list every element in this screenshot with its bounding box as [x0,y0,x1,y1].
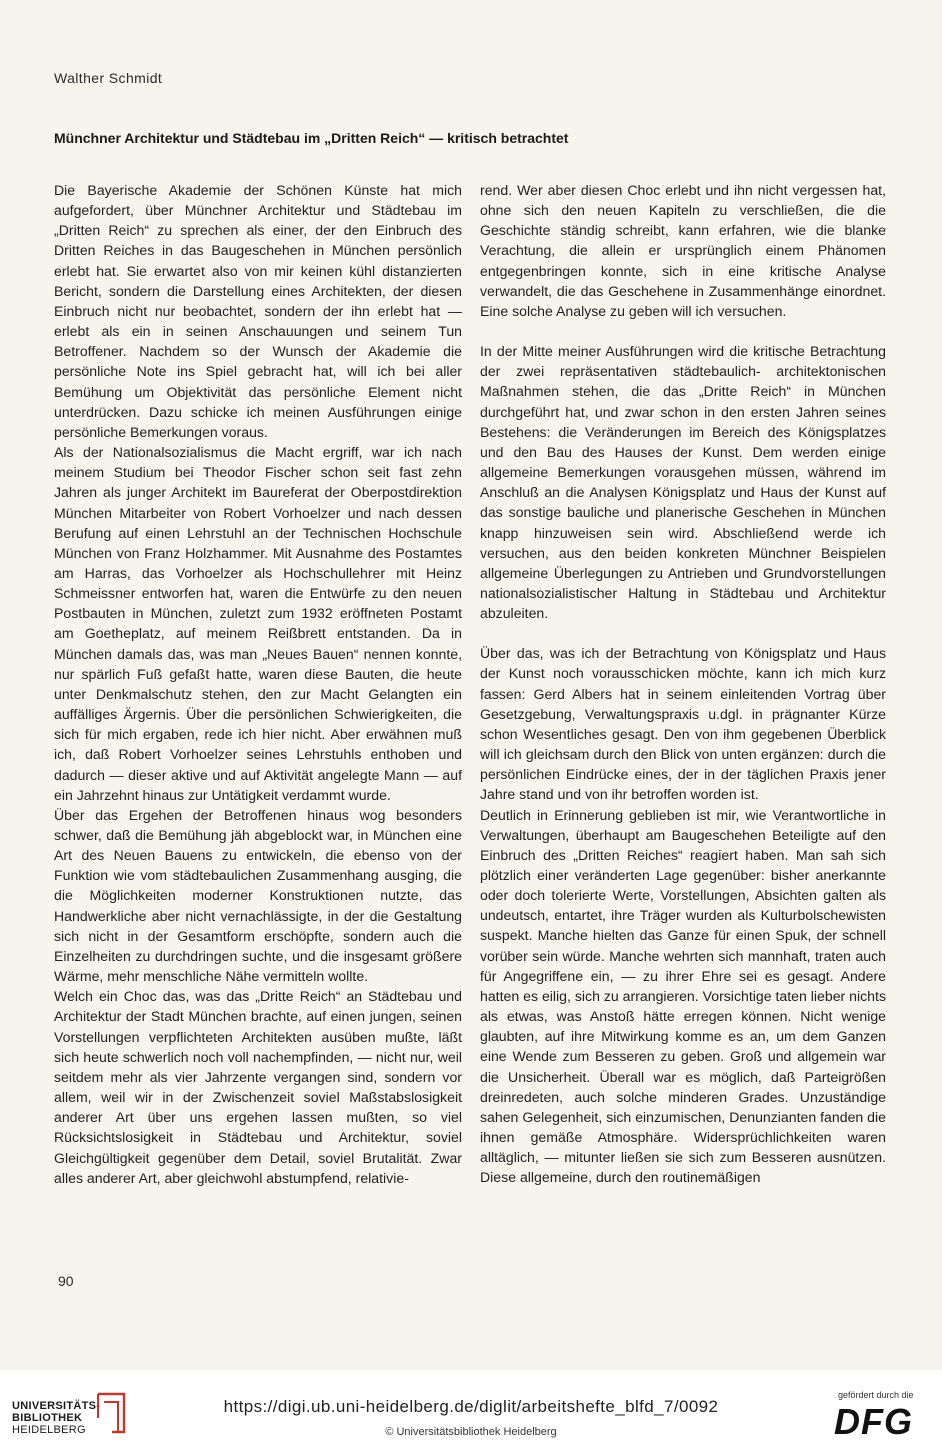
author-name: Walther Schmidt [54,70,163,86]
library-logo-line: HEIDELBERG [12,1424,86,1436]
paragraph: Über das, was ich der Betrachtung von Königsplatz und Haus der Kunst noch vorausschicken möchte, kann ich mich kurz fassen: Gerd Albers hat in seinem einleitenden Vortrag über Gesetzgebung, Verwaltungspraxis u.dgl. in prägnanter Kürze schon Wesentliches gesagt. Den von ihm gegebenen Überblick will ich gleichsam durch den Blick von unten ergänzen: durch die persönlichen Eindrücke eines, der in der täglichen Praxis jener Jahre stand und von ihr betroffen worden ist. [480,645,886,803]
permalink-url[interactable]: https://digi.ub.uni-heidelberg.de/diglit/arbeitshefte_blfd_7/0092 [223,1397,719,1416]
paragraph: Die Bayerische Akademie der Schönen Künste hat mich aufgefordert, über Münchner Architektur und Städtebau im „Dritten Reich“ zu sprechen als einer, der den Einbruch des Dritten Reiches in das Baugeschehen in München persönlich erlebt hat. Sie erwartet also von mir keinen kühl distanzierten Bericht, sondern die Darstellung eines Architekten, der diesen Einbruch nicht nur beobachtet, sondern der ihn erlebt hat — erlebt als ein in seinen Anschauungen und seinem Tun Betroffener. Nachdem so der Wunsch der Akademie die persönliche Note ins Spiel gebracht hat, will ich bei aller Bemühung um Objektivität das persönliche Element nicht unterdrücken. Dazu schicke ich meinen Ausführungen einige persönliche Bemerkungen voraus. [54,182,462,440]
article-title: Münchner Architektur und Städtebau im „Dritten Reich“ — kritisch betrachtet [54,130,569,146]
paragraph: Als der Nationalsozialismus die Macht ergriff, war ich nach meinem Studium bei Theodor Fischer schon seit fast zehn Jahren als junger Architekt im Baureferat der Oberpostdirektion München Mitarbeiter von Robert Vorhoelzer und nach dessen Berufung auf einen Lehrstuhl an der Technischen Hochschule München von Franz Holzhammer. Mit Ausnahme des Postamtes am Harras, das Vorhoelzer als Hochschullehrer mit Heinz Schmeissner entworfen hat, waren die Entwürfe zu den neuen Postbauten in München, zuletzt zum 1932 eröffneten Postamt am Goetheplatz, auf meinem Reißbrett entstanden. Da in München damals das, was man „Neues Bauen“ nennen konnte, nur spärlich Fuß gefaßt hatte, waren diese Bauten, die heute unter Denkmalschutz stehen, den zur Macht Gelangten ein auffälliges Ärgernis. Über die persönlichen Schwierigkeiten, die sich für mich ergaben, rede ich hier nicht. Aber erwähnen muß ich, daß Robert Vorhoelzer seines Lehrstuhls enthoben und dadurch — dieser aktive und auf Aktivität angelegte Mann — auf ein Jahrzehnt hinaus zur Untätigkeit verdammt wurde. [54,444,462,803]
paragraph: Welch ein Choc das, was das „Dritte Reich“ an Städtebau und Architektur der Stadt München brachte, auf einen jungen, seinen Vorstellungen verpflichteten Architekten ausüben mußte, läßt sich heute schwerlich noch voll nachempfinden, — nicht nur, weil seitdem mehr als vier Jahrzente vergangen sind, sondern vor allem, weil wir in der Zwischenzeit soviel Maßstabslosigkeit anderer Art über uns ergehen lassen mußten, so viel Rücksichtslosigkeit in Städtebau und Architektur, soviel Gleichgültigkeit gegenüber dem Detail, soviel Brutalität. Zwar alles anderer Art, aber gleichwohl abstumpfend, relativie- [54,988,462,1186]
right-text-column [480,180,886,1188]
paragraph: Deutlich in Erinnerung geblieben ist mir, wie Verantwortliche in Verwaltungen, überhaupt am Baugeschehen Beteiligte auf den Einbruch des „Dritten Reiches“ reagiert haben. Man sah sich plötzlich einer veränderten Lage gegenüber: bisher anerkannte oder doch tolerierte Werte, Vorstellungen, Absichten galten als undeutsch, entartet, ihre Träger wurden als Kulturbolschewisten suspekt. Manche hielten das Ganze für einen Spuk, der schnell vorüber sein würde. Manche wehrten sich mannhaft, traten auch für Angegriffene ein, — zu ihrer Ehre sei es gesagt. Andere hatten es eilig, sich zu arrangieren. Vorsichtige taten lieber nichts als etwas, was Anstoß hätte erregen können. Nicht wenige glaubten, auf ihre Mitwirkung komme es an, um dem Ganzen eine Wende zum Besseren zu geben. Groß und allgemein war die Unsicherheit. Überall war es möglich, daß Parteigrößen dreinredeten, auch solche minderen Grades. Unzuständige sahen Gelegenheit, sich einzumischen, Denunzianten fanden die ihnen gemäße Atmosphäre. Widersprüchlichkeiten waren alltäglich, — mitunter ließen sie sich zum Besseren ausnützen. Diese allgemeine, durch den routinemäßigen [480,806,886,1186]
funder-caption: gefördert durch die [838,1390,914,1400]
viewer-footer [0,1370,942,1449]
left-text-column [54,180,462,1188]
library-logo-line: UNIVERSITÄTS- [12,1400,101,1412]
paragraph: In der Mitte meiner Ausführungen wird die kritische Betrachtung der zwei repräsentativen städtebaulich- architektonischen Maßnahmen stehen, die das „Dritte Reich“ in München durchgeführt hat, und zwar schon in den ersten Jahren seines Bestehens: die Veränderungen im Bereich des Königsplatzes und den Bau des Hauses der Kunst. Dem werden einige allgemeine Bemerkungen vorausgehen müssen, während im Anschluß an die Analysen Königsplatz und Haus der Kunst auf das sonstige bauliche und planerische Geschehen in München knapp hinzuweisen sein wird. Abschließend werde ich versuchen, aus den beiden konkreten Münchner Beispielen allgemeine Überlegungen zu Antrieben und Grundvorstellungen nationalsozialistischer Haltung in Städtebau und Architektur abzuleiten. [480,343,886,622]
dfg-logo: DFG [834,1401,913,1442]
page-number: 90 [58,1273,74,1289]
paragraph: rend. Wer aber diesen Choc erlebt und ihn nicht vergessen hat, ohne sich den neuen Kapiteln zu verschließen, die die Geschichte ständig schreibt, kann erfahren, wie die blanke Verachtung, die allein er ursprünglich einem Phänomen entgegenbringen konnte, sich in eine kritische Analyse verwandelt, die das Geschehene in Zusammenhänge einordnet. Eine solche Analyse zu geben will ich versuchen. [480,182,886,319]
library-logo-line: BIBLIOTHEK [12,1412,83,1424]
copyright-notice: © Universitätsbibliothek Heidelberg [385,1426,557,1438]
paragraph: Über das Ergehen der Betroffenen hinaus wog besonders schwer, daß die Bemühung jäh abgeblockt war, in München eine Art des Neuen Bauens zu entwickeln, die ebenso von der Funktion wie vom städtebaulichen Zusammenhang ausging, die die Möglichkeiten moderner Konstruktionen nutzte, das Handwerkliche aber nicht vernachlässigte, in der die Gestaltung sich nicht in der Gesamtform erschöpfte, sondern auch die Einzelheiten zu durchdringen suchte, und die insgesamt größere Wärme, mehr menschliche Nähe vermitteln wollte. [54,806,462,985]
